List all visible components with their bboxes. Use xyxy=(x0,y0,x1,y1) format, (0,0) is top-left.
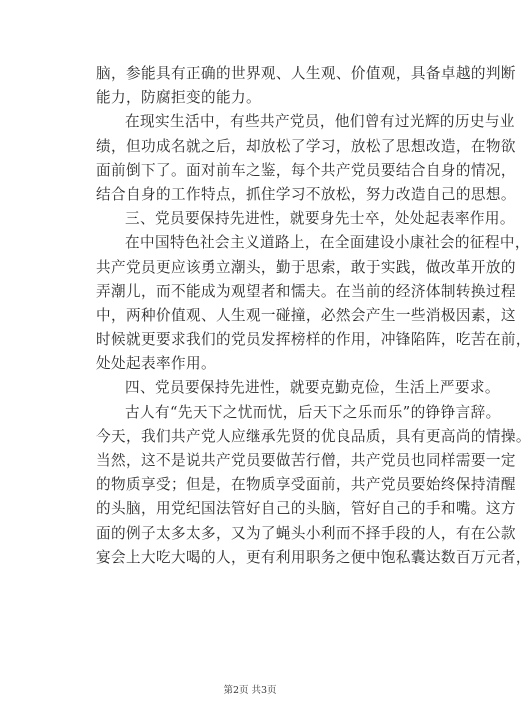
text-line: 面前倒下了。面对前车之鉴，每个共产党员要结合自身的情况， xyxy=(96,161,516,179)
text-line: 的物质享受；但是，在物质享受面前，共产党员要始终保持清醒 xyxy=(96,476,516,494)
text-line: 三、党员要保持先进性，就要身先士卒，处处起表率作用。 xyxy=(125,210,515,228)
text-line: 当然，这不是说共产党员要做苦行僧，共产党员也同样需要一定 xyxy=(96,452,516,469)
page-footer: 第2页 共3页 xyxy=(223,685,277,696)
body-text xyxy=(96,62,531,570)
text-line: 面的例子太多太多，又为了蝇头小利而不择手段的人，有在公款 xyxy=(96,524,516,542)
text-line: 绩，但功成名就之后，却放松了学习，放松了思想改造，在物欲 xyxy=(96,137,516,155)
text-line: 四、党员要保持先进性，就要克勤克俭，生活上严要求。 xyxy=(125,379,500,397)
text-line: 脑，参能具有正确的世界观、人生观、价值观，具备卓越的判断 xyxy=(96,65,516,82)
text-line: 结合自身的工作特点，抓住学习不放松，努力改造自己的思想。 xyxy=(96,185,516,203)
text-line: 在现实生活中，有些共产党员，他们曾有过光辉的历史与业 xyxy=(125,113,515,131)
text-line: 今天，我们共产党人应继承先贤的优良品质，具有更高尚的情操。 xyxy=(96,427,531,445)
text-line: 能力，防腐拒变的能力。 xyxy=(96,89,261,107)
text-line: 处处起表率作用。 xyxy=(96,355,216,373)
text-line: 中，两种价值观、人生观一碰撞，必然会产生一些消极因素，这 xyxy=(96,306,516,324)
text-line: 共产党员更应该勇立潮头，勤于思索，敢于实践，做改革开放的 xyxy=(96,258,516,276)
text-line: 古人有“先天下之忧而忧，后天下之乐而乐”的铮铮言辞。 xyxy=(125,403,501,421)
text-line: 在中国特色社会主义道路上，在全面建设小康社会的征程中， xyxy=(125,234,530,252)
text-line: 的头脑，用党纪国法管好自己的头脑，管好自己的手和嘴。这方 xyxy=(96,500,516,518)
text-line: 宴会上大吃大喝的人，更有利用职务之便中饱私囊达数百万元者， xyxy=(96,548,531,566)
text-line: 时候就更要求我们的党员发挥榜样的作用，冲锋陷阵，吃苦在前， xyxy=(96,331,531,349)
text-line: 弄潮儿，而不能成为观望者和懦夫。在当前的经济体制转换过程 xyxy=(96,282,516,300)
